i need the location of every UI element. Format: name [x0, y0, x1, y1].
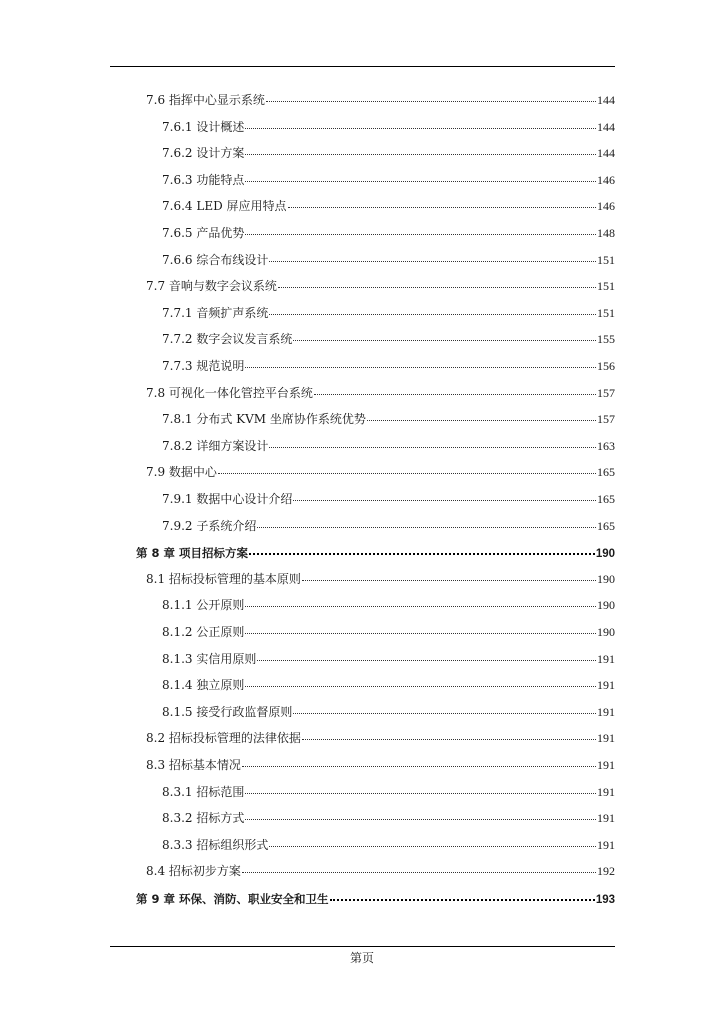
toc-entry-page-number: 144 [597, 119, 615, 134]
toc-entry[interactable] [162, 330, 615, 348]
toc-dot-leader [314, 382, 596, 395]
toc-entry-title: 8.3.1 招标范围 [162, 784, 245, 799]
toc-entry-title: 7.7.2 数字会议发言系统 [162, 332, 293, 347]
toc-entry[interactable] [162, 623, 615, 641]
toc-dot-leader [269, 435, 596, 448]
toc-entry-page-number: 191 [597, 651, 615, 666]
toc-dot-leader [245, 621, 596, 634]
toc-dot-leader [218, 461, 596, 474]
toc-entry-title: 7.8.2 详细方案设计 [162, 438, 269, 453]
toc-entry-page-number: 148 [597, 226, 615, 240]
toc-entry[interactable] [162, 171, 615, 189]
toc-entry[interactable] [162, 836, 615, 854]
toc-entry[interactable] [162, 703, 615, 721]
toc-entry-page-number: 155 [597, 332, 615, 347]
toc-entry[interactable] [162, 490, 615, 508]
toc-entry-title: 第 9 章 环保、消防、职业安全和卫生 [136, 892, 329, 906]
toc-entry-title: 7.6.1 设计概述 [162, 119, 245, 134]
toc-entry-page-number: 191 [597, 704, 615, 719]
toc-entry-page-number: 190 [597, 625, 615, 639]
toc-dot-leader [269, 249, 596, 262]
toc-dot-leader [245, 355, 596, 368]
toc-entry-page-number: 144 [597, 93, 615, 107]
toc-dot-leader [245, 781, 596, 794]
toc-entry-title: 7.8.1 分布式 KVM 坐席协作系统优势 [162, 412, 366, 427]
toc-dot-leader [245, 807, 596, 820]
toc-entry[interactable] [162, 410, 615, 428]
toc-entry-title: 8.1 招标投标管理的基本原则 [146, 571, 301, 586]
page-number-label: 第页 [349, 951, 374, 965]
toc-entry-title: 7.8 可视化一体化管控平台系统 [146, 385, 313, 400]
toc-entry-page-number: 163 [597, 438, 615, 453]
toc-entry-page-number: 165 [597, 492, 615, 506]
toc-dot-leader [266, 89, 596, 102]
toc-entry[interactable] [162, 437, 615, 455]
toc-entry-page-number: 192 [597, 864, 615, 879]
toc-entry-page-number: 151 [597, 305, 615, 320]
toc-entry-title: 7.7.1 音频扩声系统 [162, 305, 269, 320]
toc-entry-title: 8.3.3 招标组织形式 [162, 837, 269, 852]
toc-dot-leader [245, 169, 596, 182]
toc-entry-page-number: 146 [597, 172, 615, 187]
toc-entry[interactable] [136, 889, 615, 907]
toc-dot-leader [242, 754, 596, 767]
toc-entry[interactable] [146, 756, 615, 774]
toc-dot-leader [242, 860, 596, 873]
toc-entry-page-number: 191 [597, 811, 615, 826]
toc-entry-title: 8.1.5 接受行政监督原则 [162, 704, 293, 719]
toc-entry[interactable] [162, 251, 615, 269]
toc-entry-title: 7.6.2 设计方案 [162, 146, 245, 161]
page-footer [0, 950, 724, 966]
toc-entry[interactable] [162, 197, 615, 215]
toc-entry[interactable] [146, 570, 615, 588]
toc-entry-page-number: 165 [597, 518, 615, 533]
toc-entry[interactable] [162, 783, 615, 801]
header-rule [110, 66, 615, 67]
toc-entry[interactable] [162, 809, 615, 827]
toc-entry[interactable] [162, 144, 615, 162]
toc-dot-leader [245, 674, 596, 687]
toc-entry-title: 8.4 招标初步方案 [146, 864, 241, 879]
toc-entry-title: 7.9.1 数据中心设计介绍 [162, 492, 293, 506]
toc-entry-title: 7.6.5 产品优势 [162, 226, 245, 240]
toc-entry[interactable] [146, 463, 615, 481]
toc-entry[interactable] [162, 650, 615, 668]
toc-dot-leader [288, 195, 596, 208]
toc-entry[interactable] [146, 729, 615, 747]
toc-entry-title: 8.3.2 招标方式 [162, 811, 245, 826]
toc-entry-page-number: 191 [597, 784, 615, 799]
toc-dot-leader [330, 887, 595, 901]
toc-entry-page-number: 151 [597, 252, 615, 267]
toc-entry-title: 第 8 章 项目招标方案 [136, 546, 249, 561]
toc-entry[interactable] [162, 357, 615, 375]
toc-dot-leader [293, 701, 596, 714]
toc-entry-title: 7.6.6 综合布线设计 [162, 252, 269, 267]
toc-entry-title: 8.3 招标基本情况 [146, 758, 241, 772]
toc-entry-title: 7.6.4 LED 屏应用特点 [162, 199, 287, 214]
toc-entry-title: 8.1.3 实信用原则 [162, 651, 257, 666]
toc-entry-page-number: 156 [597, 359, 615, 373]
toc-dot-leader [257, 648, 596, 661]
toc-dot-leader [293, 488, 596, 501]
toc-entry[interactable] [162, 676, 615, 694]
toc-entry-page-number: 144 [597, 146, 615, 161]
toc-dot-leader [245, 142, 596, 155]
toc-dot-leader [367, 408, 596, 421]
toc-entry-title: 8.2 招标投标管理的法律依据 [146, 731, 301, 746]
toc-entry[interactable] [146, 91, 615, 109]
toc-entry-title: 8.1.1 公开原则 [162, 598, 245, 613]
toc-entry-page-number: 191 [597, 731, 615, 746]
toc-entry-page-number: 190 [597, 598, 615, 613]
toc-entry[interactable] [162, 517, 615, 535]
toc-entry[interactable] [162, 224, 615, 242]
footer-rule [110, 946, 615, 947]
toc-dot-leader [257, 515, 596, 528]
toc-dot-leader [302, 568, 596, 581]
toc-dot-leader [278, 275, 596, 288]
toc-dot-leader [269, 834, 596, 847]
toc-entry-page-number: 151 [597, 279, 615, 294]
toc-entry-page-number: 165 [597, 465, 615, 480]
toc-dot-leader [249, 541, 595, 555]
toc-entry[interactable] [162, 304, 615, 322]
toc-entry[interactable] [146, 277, 615, 295]
toc-entry-page-number: 157 [597, 385, 615, 400]
toc-entry-page-number: 191 [597, 837, 615, 852]
toc-dot-leader [245, 594, 596, 607]
toc-entry-page-number: 191 [597, 758, 615, 772]
toc-dot-leader [302, 727, 596, 740]
toc-dot-leader [245, 222, 596, 235]
toc-entry-title: 7.6.3 功能特点 [162, 172, 245, 187]
toc-entry-title: 8.1.4 独立原则 [162, 678, 245, 693]
toc-entry-title: 7.6 指挥中心显示系统 [146, 93, 265, 107]
toc-entry-page-number: 191 [597, 678, 615, 693]
toc-entry[interactable] [146, 862, 615, 880]
toc-entry-title: 8.1.2 公正原则 [162, 625, 245, 639]
toc-entry[interactable] [146, 384, 615, 402]
toc-entry-page-number: 193 [595, 894, 615, 906]
toc-entry[interactable] [162, 596, 615, 614]
toc-entry-page-number: 146 [597, 199, 615, 214]
toc-entry[interactable] [136, 543, 615, 561]
toc-dot-leader [293, 328, 596, 341]
toc-entry-page-number: 190 [597, 571, 615, 586]
toc-entry-title: 7.7 音响与数字会议系统 [146, 279, 277, 294]
toc-entry[interactable] [162, 118, 615, 136]
toc-entry-page-number: 157 [597, 412, 615, 427]
toc-entry-title: 7.9 数据中心 [146, 465, 217, 480]
toc-entry-page-number: 190 [595, 548, 615, 561]
toc-dot-leader [269, 302, 596, 315]
toc-entry-title: 7.9.2 子系统介绍 [162, 518, 257, 533]
toc-entry-title: 7.7.3 规范说明 [162, 359, 245, 373]
toc-dot-leader [245, 116, 596, 129]
